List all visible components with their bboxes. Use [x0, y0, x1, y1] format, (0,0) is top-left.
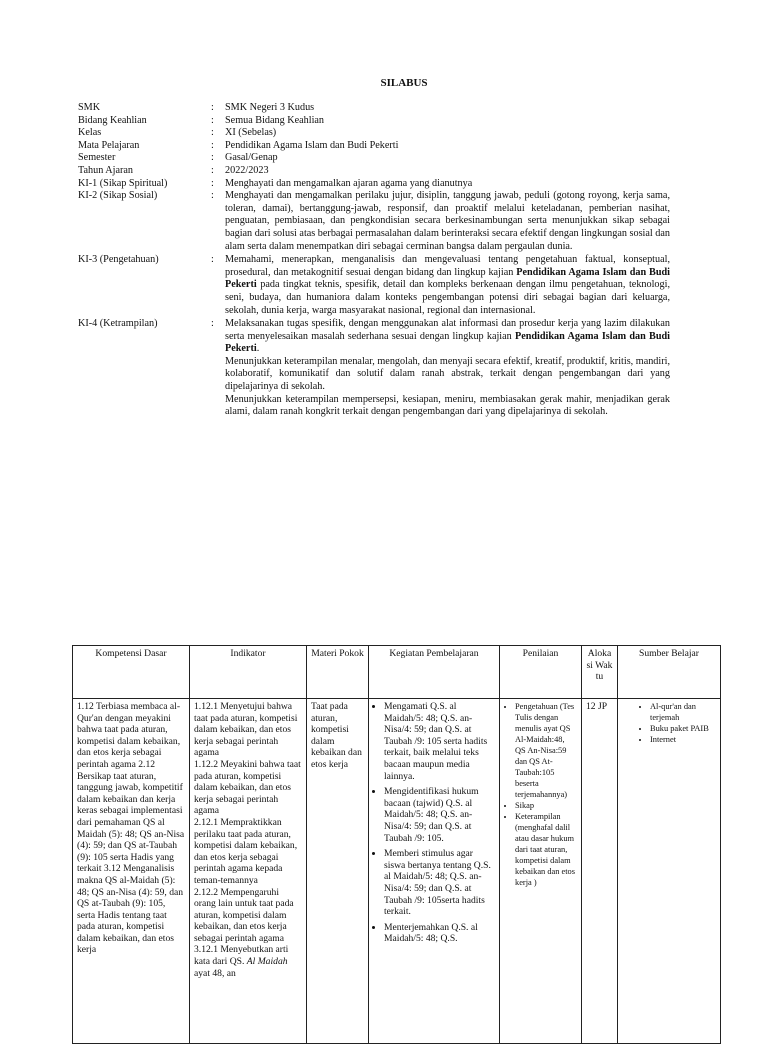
header-indikator: Indikator: [190, 646, 307, 699]
list-item: • Menterjemahkan Q.S. al Maidah/5: 48; Q.S.: [384, 922, 495, 945]
meta-key: Tahun Ajaran: [78, 164, 134, 176]
list-item: • Buku paket PAIB: [650, 723, 716, 734]
syllabus-header: [78, 102, 670, 419]
meta-value: Semua Bidang Keahlian: [225, 114, 325, 126]
meta-value: 2022/2023: [225, 164, 269, 176]
cell-kompetensi-dasar: 1.12 Terbiasa membaca al-Qur'an dengan meyakini bahwa taat pada aturan, kompetisi dalam kebaikan, dan etos kerja sebagai perintah agama 2.12 Bersikap taat aturan, tanggung jawab, kompetitif dalam kebaikan dan kerja keras sebagai implementasi dari pemahaman QS al Maidah (5): 48; QS an-Nisa (4): 59; dan QS at-Taubah (9): 105 serta Hadis yang terkait 3.12 Menganalisis makna QS al-Maidah (5): 48; QS an-Nisa (4): 59, dan QS at-Taubah (9): 105, serta Hadis tentang taat pada aturan, kompetisi dalam kebaikan, dan etos kerja: [73, 699, 190, 1044]
sumber-list: [622, 701, 716, 745]
meta-row-tahun: Tahun Ajaran : 2022/2023: [78, 165, 670, 178]
meta-value: Pendidikan Agama Islam dan Budi Pekerti: [225, 139, 399, 151]
header-kegiatan: Kegiatan Pembelajaran: [369, 646, 500, 699]
header-materi-pokok: Materi Pokok: [307, 646, 369, 699]
meta-key: KI-3 (Pengetahuan): [78, 254, 159, 266]
syllabus-table: [72, 645, 721, 1044]
list-item: • Mengidentifikasi hukum bacaan (tajwid) Q.S. al Maidah/5: 48; Q.S. an-Nisa/4: 59; dan Q.S. at Taubah /9: 105.: [384, 786, 495, 844]
list-item: • Memberi stimulus agar siswa bertanya tentang Q.S. al Maidah/5: 48; Q.S. an-Nisa/4: 59; dan Q.S. at Taubah /9: 105serta hadits terkait.: [384, 848, 495, 918]
meta-key: Bidang Keahlian: [78, 114, 147, 126]
meta-row-ki2: KI-2 (Sikap Sosial) : Menghayati dan mengamalkan perilaku jujur, disiplin, tanggung jawab, peduli (gotong royong, kerja sama, toleran, damai), bertanggung-jawab, responsif, dan proaktif melalui keteladanan, pemberian nasihat, penguatan, pembiasaan, dan pengkondisian secara berkesinambungan serta menunjukkan sikap sebagai bagian dari solusi atas berbagai permasalahan dalam berinteraksi secara efektif dengan lingkungan sosial dan alam serta dalam menempatkan diri sebagai cerminan bangsa dalam pergaulan dunia.: [78, 190, 670, 252]
header-kompetensi-dasar: Kompetensi Dasar: [73, 646, 190, 699]
penilaian-list: [504, 701, 577, 888]
header-sumber-belajar: Sumber Belajar: [618, 646, 721, 699]
meta-row-ki4: KI-4 (Ketrampilan) : Melaksanakan tugas spesifik, dengan menggunakan alat informasi dan prosedur kerja yang lazim dilakukan serta menyelesaikan masalah sederhana sesuai dengan lingkup kajian Pendidikan Agama Islam dan Budi Pekerti. Menunjukkan keterampilan menalar, mengolah, dan menyaji secara efektif, kreatif, produktif, kritis, mandiri, kolaboratif, komunikatif dan solutif dalam ranah abstrak, terkait dengan pengembangan dari yang dipelajarinya di sekolah. Menunjukkan keterampilan mempersepsi, kesiapan, meniru, membiasakan gerak mahir, menjadikan gerak alami, dalam ranah kongkrit terkait dengan pengembangan dari yang dipelajarinya di sekolah.: [78, 318, 670, 418]
meta-key: Semester: [78, 152, 116, 164]
meta-row-smk: SMK : SMK Negeri 3 Kudus: [78, 102, 670, 115]
meta-row-mapel: Mata Pelajaran : Pendidikan Agama Islam dan Budi Pekerti: [78, 140, 670, 153]
meta-key: KI-4 (Ketrampilan): [78, 318, 158, 330]
meta-key: SMK: [78, 102, 101, 113]
meta-key: Kelas: [78, 127, 102, 139]
meta-value: Gasal/Genap: [225, 152, 278, 164]
meta-key: KI-2 (Sikap Sosial): [78, 190, 158, 202]
kegiatan-list: [373, 701, 495, 945]
cell-kegiatan: [369, 699, 500, 1044]
table-row: [73, 699, 721, 1044]
cell-materi-pokok: Taat pada aturan, kompetisi dalam kebaikan dan etos kerja: [307, 699, 369, 1044]
table-header-row: [73, 646, 721, 699]
document-title: SILABUS: [380, 77, 428, 89]
cell-alokasi-waktu: 12 JP: [582, 699, 618, 1044]
meta-key: KI-1 (Sikap Spiritual): [78, 177, 168, 189]
meta-row-semester: Semester : Gasal/Genap: [78, 152, 670, 165]
list-item: • Sikap: [515, 800, 577, 811]
list-item: • Pengetahuan (Tes Tulis dengan menulis ayat QS Al-Maidah:48, QS An-Nisa:59 dan QS At-Taubah:105 beserta terjemahannya): [515, 701, 577, 800]
cell-indikator: 1.12.1 Menyetujui bahwa taat pada aturan, kompetisi dalam kebaikan, dan etos kerja sebagai perintah agama 1.12.2 Meyakini bahwa taat pada aturan, kompetisi dalam kebaikan, dan etos kerja sebagai perintah agama 2.12.1 Mempraktikkan perilaku taat pada aturan, kompetisi dalam kebaikan, dan etos kerja sebagai perintah agama kepada teman-temannya 2.12.2 Mempengaruhi orang lain untuk taat pada aturan, kompetisi dalam kebaikan, dan etos kerja sebagai perintah agama 3.12.1 Menyebutkan arti kata dari QS. Al Maidah ayat 48, an: [190, 699, 307, 1044]
meta-value: Menghayati dan mengamalkan perilaku jujur, disiplin, tanggung jawab, peduli (gotong royong, kerja sama, toleran, damai), bertanggung-jawab, responsif, dan proaktif melalui keteladanan, pemberian nasihat, penguatan, pembiasaan, dan pengkondisian secara berkesinambungan serta menunjukkan sikap sebagai bagian dari solusi atas berbagai permasalahan dalam berinteraksi secara efektif dengan lingkungan sosial dan alam serta dalam menempatkan diri sebagai cerminan bangsa dalam pergaulan dunia.: [225, 190, 670, 252]
meta-value: XI (Sebelas): [225, 127, 277, 139]
cell-sumber-belajar: [618, 699, 721, 1044]
list-item: • Mengamati Q.S. al Maidah/5: 48; Q.S. an-Nisa/4: 59; dan Q.S. at Taubah /9: 105 serta hadits terkait, baik melalui teks bacaan maupun media lainnya.: [384, 701, 495, 782]
meta-row-ki3: KI-3 (Pengetahuan) : Memahami, menerapkan, menganalisis dan mengevaluasi tentang pengetahuan faktual, konseptual, prosedural, dan metakognitif sesuai dengan bidang dan lingkup kajian Pendidikan Agama Islam dan Budi Pekerti pada tingkat teknis, spesifik, detail dan kompleks berkenaan dengan ilmu pengetahuan, teknologi, seni, budaya, dan humaniora dalam konteks pengembangan potensi diri sebagai bagian dari keluarga, sekolah, dunia kerja, warga masyarakat nasional, regional dan internasional.: [78, 254, 670, 316]
meta-value: Memahami, menerapkan, menganalisis dan mengevaluasi tentang pengetahuan faktual, konseptual, prosedural, dan metakognitif sesuai dengan bidang dan lingkup kajian Pendidikan Agama Islam dan Budi Pekerti pada tingkat teknis, spesifik, detail dan kompleks berkenaan dengan ilmu pengetahuan, teknologi, seni, budaya, dan humaniora dalam konteks pengembangan potensi diri sebagai bagian dari keluarga, sekolah, dunia kerja, warga masyarakat nasional, regional dan internasional.: [225, 254, 670, 316]
meta-key: Mata Pelajaran: [78, 139, 140, 151]
meta-value: Melaksanakan tugas spesifik, dengan menggunakan alat informasi dan prosedur kerja yang lazim dilakukan serta menyelesaikan masalah sederhana sesuai dengan lingkup kajian Pendidikan Agama Islam dan Budi Pekerti. Menunjukkan keterampilan menalar, mengolah, dan menyaji secara efektif, kreatif, produktif, kritis, mandiri, kolaboratif, komunikatif dan solutif dalam ranah abstrak, terkait dengan pengembangan dari yang dipelajarinya di sekolah. Menunjukkan keterampilan mempersepsi, kesiapan, meniru, membiasakan gerak mahir, menjadikan gerak alami, dalam ranah kongkrit terkait dengan pengembangan dari yang dipelajarinya di sekolah.: [225, 318, 670, 418]
meta-row-ki1: KI-1 (Sikap Spiritual) : Menghayati dan mengamalkan ajaran agama yang dianutnya: [78, 178, 670, 191]
header-penilaian: Penilaian: [500, 646, 582, 699]
meta-value: SMK Negeri 3 Kudus: [225, 102, 315, 113]
meta-row-kelas: Kelas : XI (Sebelas): [78, 127, 670, 140]
list-item: • Internet: [650, 734, 716, 745]
meta-row-bidang: Bidang Keahlian : Semua Bidang Keahlian: [78, 115, 670, 128]
cell-penilaian: [500, 699, 582, 1044]
meta-value: Menghayati dan mengamalkan ajaran agama yang dianutnya: [225, 177, 473, 189]
header-alokasi-waktu: Alokasi Waktu: [582, 646, 618, 699]
list-item: • Keterampilan (menghafal dalil atau dasar hukum dari taat aturan, kompetisi dalam kebaikan dan etos kerja ): [515, 811, 577, 888]
list-item: • Al-qur'an dan terjemah: [650, 701, 716, 723]
